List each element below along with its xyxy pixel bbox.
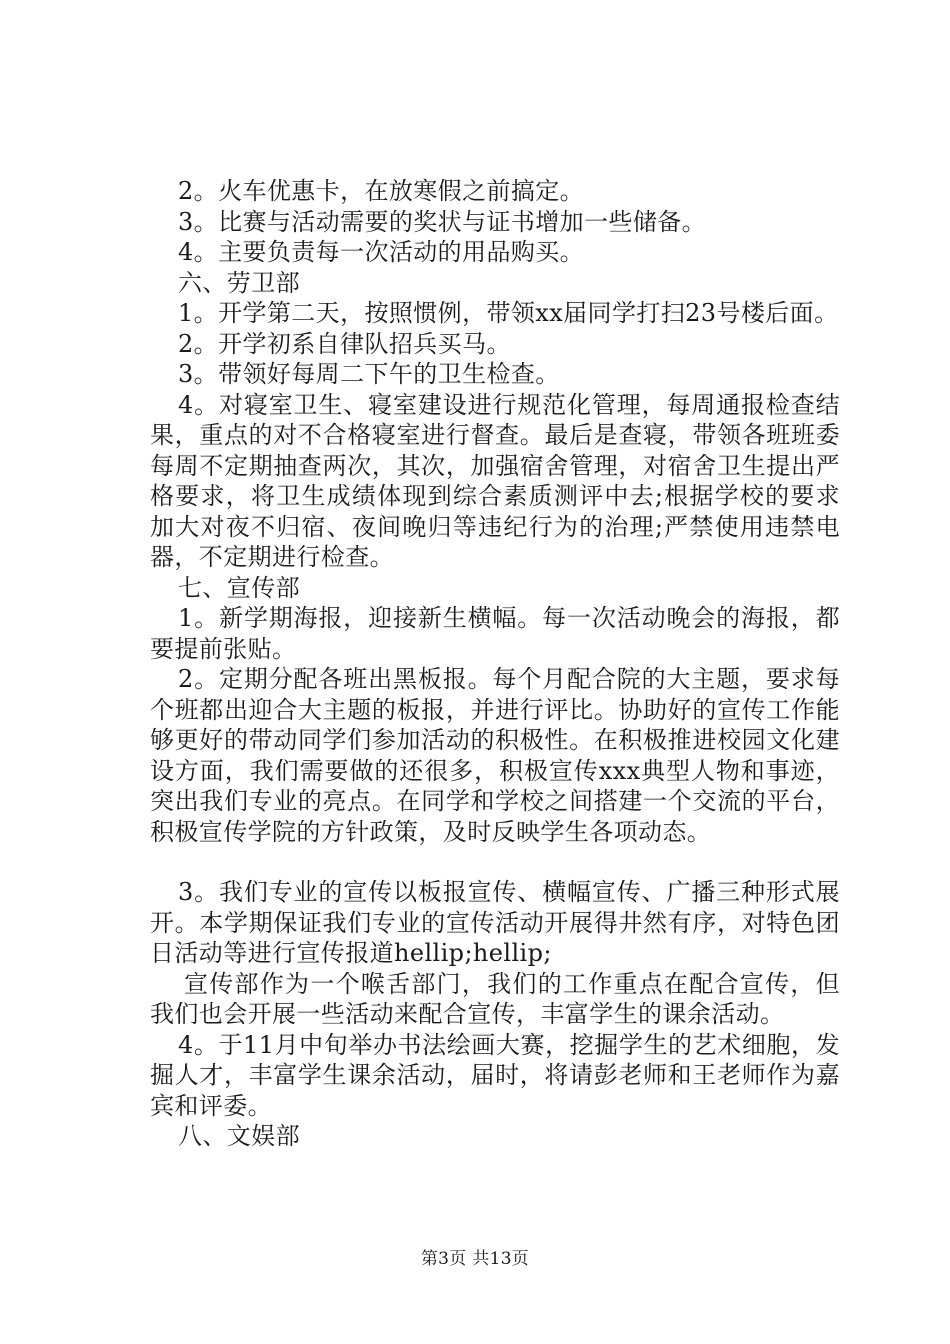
paragraph-item: 2。开学初系自律队招兵买马。 [178, 329, 511, 358]
paragraph-item: 3。我们专业的宣传以板报宣传、横幅宣传、广播三种形式展开。本学期保证我们专业的宣传活动开展得井然有序，对特色团日活动等进行宣传报道hellip;hellip; [150, 878, 840, 967]
paragraph-item: 4。对寝室卫生、寝室建设进行规范化管理，每周通报检查结果，重点的对不合格寝室进行督查。最后是查寝，带领各班班委每周不定期抽查两次，其次，加强宿舍管理，对宿舍卫生提出严格要求，将卫生成绩体现到综合素质测评中去;根据学校的要求加大对夜不归宿、夜间晚归等违纪行为的治理;严禁使用违禁电器，不定期进行检查。 [150, 390, 840, 571]
section-heading: 八、文娱部 [178, 1122, 300, 1150]
paragraph-item: 3。带领好每周二下午的卫生检查。 [178, 360, 560, 388]
paragraph-item: 2。火车优惠卡，在放寒假之前搞定。 [178, 177, 585, 205]
paragraph-item: 1。新学期海报，迎接新生横幅。每一次活动晚会的海报，都要提前张贴。 [150, 604, 840, 663]
paragraph-item: 3。比赛与活动需要的奖状与证书增加一些储备。 [178, 207, 707, 236]
paragraph-item: 4。于11月中旬举办书法绘画大赛，挖掘学生的艺术细胞，发掘人才，丰富学生课余活动，届时，将请彭老师和王老师作为嘉宾和评委。 [150, 1030, 840, 1120]
paragraph-item: 宣传部作为一个喉舌部门，我们的工作重点在配合宣传，但我们也会开展一些活动来配合宣传，丰富学生的课余活动。 [150, 969, 840, 1028]
document-body [150, 176, 840, 1152]
section-heading: 六、劳卫部 [178, 268, 300, 297]
paragraph-item: 4。主要负责每一次活动的用品购买。 [178, 238, 585, 266]
paragraph-item: 1。开学第二天，按照惯例，带领xx届同学打扫23号楼后面。 [178, 299, 839, 327]
paragraph-item: 2。定期分配各班出黑板报。每个月配合院的大主题，要求每个班都出迎合大主题的板报，并进行评比。协助好的宣传工作能够更好的带动同学们参加活动的积极性。在积极推进校园文化建设方面，我们需要做的还很多，积极宣传xxx典型人物和事迹，突出我们专业的亮点。在同学和学校之间搭建一个交流的平台，积极宣传学院的方针政策，及时反映学生各项动态。 [150, 665, 840, 846]
section-heading: 七、宣传部 [178, 573, 300, 602]
page-number-footer: 第3页 共13页 [420, 1249, 530, 1269]
